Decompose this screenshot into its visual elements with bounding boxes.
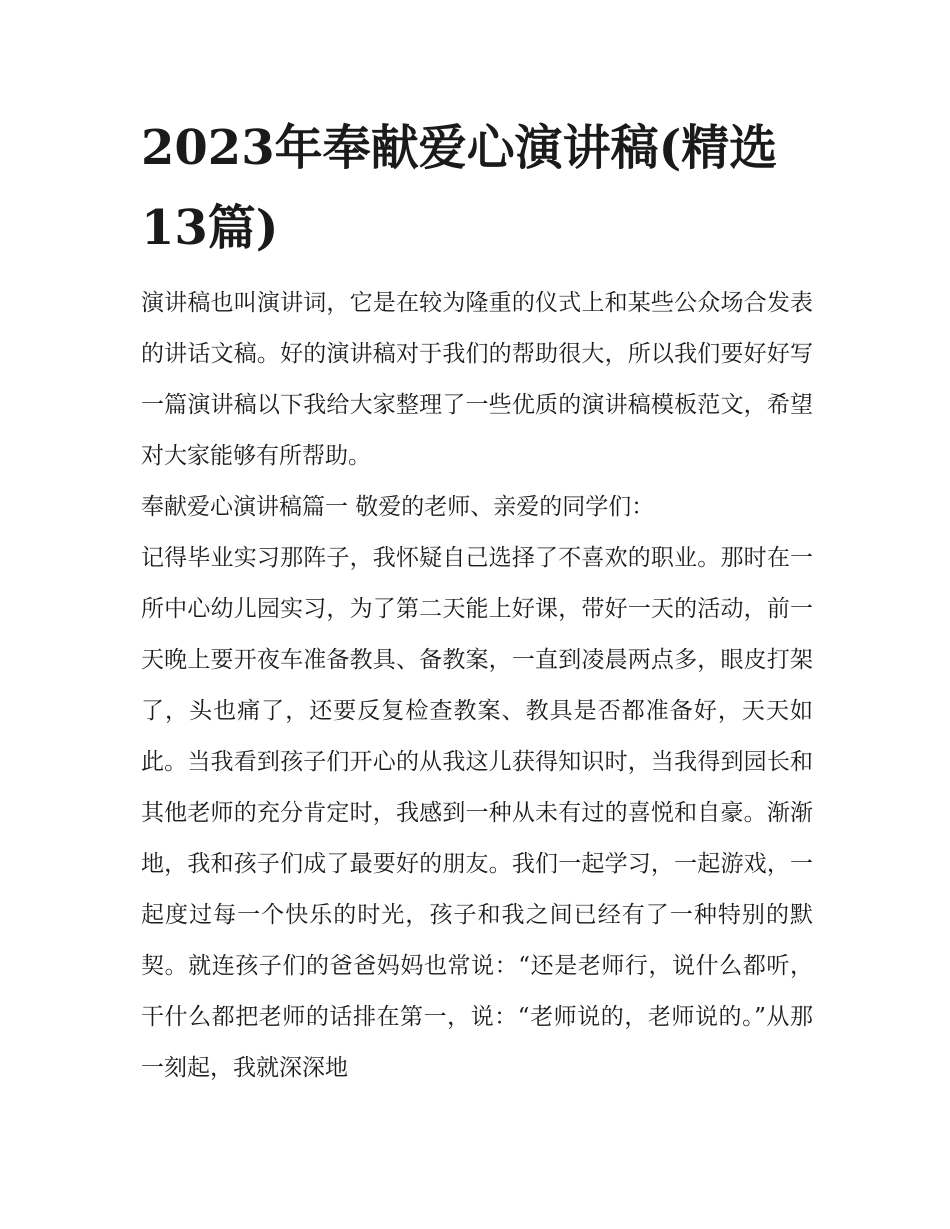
- document-page: [141, 108, 813, 1094]
- document-title: 2023年奉献爱心演讲稿(精选13篇): [141, 120, 778, 256]
- body-paragraph: 记得毕业实习那阵子，我怀疑自己选择了不喜欢的职业。那时在一所中心幼儿园实习，为了第二天能上好课，带好一天的活动，前一天晚上要开夜车准备教具、备教案，一直到凌晨两点多，眼皮打架了，头也痛了，还要反复检查教案、教具是否都准备好，天天如此。当我看到孩子们开心的从我这儿获得知识时，当我得到园长和其他老师的充分肯定时，我感到一种从未有过的喜悦和自豪。渐渐地，我和孩子们成了最要好的朋友。我们一起学习，一起游戏，一起度过每一个快乐的时光，孩子和我之间已经有了一种特别的默契。就连孩子们的爸爸妈妈也常说：“还是老师行，说什么都听，干什么都把老师的话排在第一，说：“老师说的，老师说的。”从那一刻起，我就深深地: [141, 545, 813, 1081]
- section-heading: 奉献爱心演讲稿篇一 敬爱的老师、亲爱的同学们：: [141, 494, 655, 520]
- intro-paragraph: 演讲稿也叫演讲词，它是在较为隆重的仪式上和某些公众场合发表的讲话文稿。好的演讲稿对于我们的帮助很大，所以我们要好好写一篇演讲稿以下我给大家整理了一些优质的演讲稿模板范文，希望对大家能够有所帮助。: [141, 290, 813, 469]
